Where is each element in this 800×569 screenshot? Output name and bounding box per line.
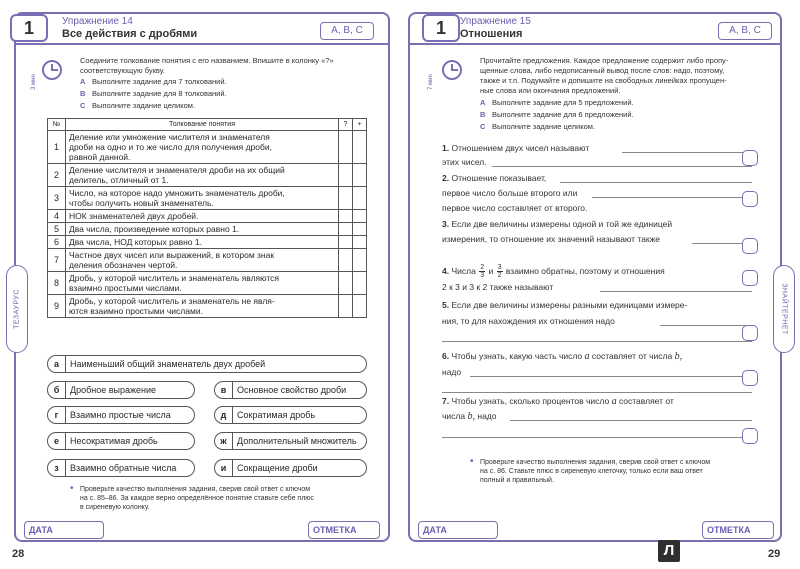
answer-cell[interactable] (339, 272, 353, 295)
term-option (47, 459, 195, 477)
col-header-num: № (48, 119, 66, 131)
table-row (48, 236, 367, 249)
note-line: на с. 86. Ставьте плюс в сиреневую клеточку, только если ваш ответ (480, 468, 703, 475)
answer-cell[interactable] (339, 223, 353, 236)
table-row (48, 131, 367, 164)
option-letter: C (480, 122, 486, 131)
row-definition (66, 272, 339, 295)
q7-number: 7. (442, 396, 450, 406)
option-b (480, 110, 634, 119)
q5-check-box[interactable] (742, 325, 758, 341)
plus-cell[interactable] (353, 295, 367, 318)
table-row (48, 295, 367, 318)
row-number: 3 (48, 187, 66, 210)
definition-line: НОК знаменателей двух дробей. (69, 211, 199, 221)
levels-badge: А, В, С (320, 22, 374, 40)
plus-cell[interactable] (353, 131, 367, 164)
option-text: Выполните задание для 5 предложений. (492, 98, 634, 107)
variable-b: b, (467, 411, 475, 422)
section-number: 1 (10, 14, 48, 42)
row-number: 8 (48, 272, 66, 295)
q2-line2: первое число больше второго или (442, 188, 578, 198)
exercise-subtitle: Все действия с дробями (62, 28, 198, 40)
q4-line1 (442, 264, 665, 279)
term-letter: в (215, 382, 233, 398)
q7-answer-line2[interactable] (442, 437, 752, 438)
plus-cell[interactable] (353, 249, 367, 272)
time-label: 3 мин (31, 74, 37, 90)
definition-line: ются взаимно простыми числами. (69, 306, 203, 316)
fraction-two-thirds (479, 264, 485, 279)
plus-cell[interactable] (353, 187, 367, 210)
definition-line: Дробь, у которой числитель и знаменатель являются (69, 273, 279, 283)
term-option (47, 381, 195, 399)
instruction-line: Прочитайте предложения. Каждое предложение содержит либо пропу- (480, 56, 729, 65)
term-letter: ж (215, 433, 233, 449)
note-line: на с. 85–86. За каждое верно определённое понятие ставьте себе плюс (80, 495, 315, 502)
date-label: ДАТА (29, 525, 53, 535)
note-line: в сиреневую колонку. (80, 504, 150, 511)
table-row (48, 164, 367, 187)
term-option (214, 381, 367, 399)
header-divider (14, 43, 390, 45)
fraction-three-halves (497, 264, 503, 279)
q7-answer-line[interactable] (510, 420, 752, 421)
definition-line: Деление числителя и знаменателя дроби на их общий (69, 165, 285, 175)
option-text: Выполните задание для 7 толкований. (92, 77, 227, 86)
row-definition (66, 131, 339, 164)
plus-cell[interactable] (353, 272, 367, 295)
bullet-dot: • (470, 456, 474, 467)
definition-line: взаимно простыми числами. (69, 283, 182, 293)
q3-check-box[interactable] (742, 238, 758, 254)
q7-check-box[interactable] (742, 428, 758, 444)
plus-cell[interactable] (353, 210, 367, 223)
row-number: 7 (48, 249, 66, 272)
q1-line2: этих чисел. (442, 157, 487, 167)
fraction-numerator: 3 (497, 264, 502, 271)
term-option (47, 406, 195, 424)
answer-cell[interactable] (339, 187, 353, 210)
definition-line: дроби на одно и то же число для получения дроби, (69, 142, 272, 152)
instruction-line: соответствующую букву. (80, 66, 165, 75)
q5-answer-line[interactable] (660, 325, 752, 326)
q4-answer-line[interactable] (600, 291, 752, 292)
definition-line: Дробь, у которой числитель и знаменатель не явля- (69, 296, 275, 306)
q2-text: Отношение показывает, (451, 173, 547, 183)
definition-line: Число, на которое надо умножить знаменатель дроби, (69, 188, 285, 198)
term-text: Взаимно простые числа (70, 410, 171, 420)
side-tab-internet (773, 265, 795, 353)
exercise-title: Упражнение 14 (62, 16, 133, 27)
definition-line: деления обозначен чертой. (69, 260, 178, 270)
instruction-line: также и т.п. Подумайте и допишите на свободных линейках пропущен- (480, 76, 727, 85)
table-row (48, 249, 367, 272)
option-c (80, 101, 195, 110)
instruction-line: щенные слова, либо недописанный вывод после слов: надо, поэтому, (480, 66, 725, 75)
q6-answer-line[interactable] (470, 376, 752, 377)
option-a (80, 77, 227, 86)
option-letter: B (80, 89, 86, 98)
term-option (47, 355, 367, 373)
side-tab-label: ЗНАЙТЕРНЕТ (780, 283, 788, 335)
q4-line2: 2 к 3 и 3 к 2 также называют (442, 282, 554, 292)
term-letter: б (48, 382, 66, 398)
q6-text: Чтобы узнать, какую часть число (451, 351, 583, 361)
instruction (480, 56, 770, 96)
option-text: Выполните задание целиком. (492, 122, 595, 131)
q7-text: Чтобы узнать, сколько процентов число (451, 396, 610, 406)
option-text: Выполните задание для 6 предложений. (492, 110, 634, 119)
row-number: 4 (48, 210, 66, 223)
q3-line2: измерения, то отношение их значений называют также (442, 234, 661, 244)
option-letter: B (480, 110, 486, 119)
term-text: Взаимно обратные числа (70, 463, 177, 473)
bullet-dot: • (70, 483, 74, 494)
term-letter: и (215, 460, 233, 476)
table-row (48, 272, 367, 295)
plus-cell[interactable] (353, 223, 367, 236)
side-tab-label: ТЕЗАУРУС (13, 289, 21, 329)
q4-text-continued: взаимно обратны, поэтому и отношения (505, 265, 665, 276)
q6-answer-line2[interactable] (442, 392, 752, 393)
publisher-logo: Л (658, 540, 680, 562)
term-text: Дробное выражение (70, 385, 157, 395)
q5-line2: ния, то для нахождения их отношения надо (442, 316, 615, 326)
plus-cell[interactable] (353, 236, 367, 249)
term-option (214, 432, 367, 450)
option-text: Выполните задание для 8 толкований. (92, 89, 227, 98)
q1-line1 (442, 143, 589, 154)
q4-check-box[interactable] (742, 270, 758, 286)
q2-answer-line2[interactable] (592, 197, 752, 198)
variable-b: b, (674, 351, 683, 362)
q4-conjunction: и (488, 265, 494, 276)
note-line: Проверьте качество выполнения задания, сверив свой ответ с ключом (80, 486, 311, 493)
q3-number: 3. (442, 219, 450, 229)
term-text: Наименьший общий знаменатель двух дробей (70, 359, 266, 369)
col-header-answer: ? (339, 119, 353, 131)
check-note (470, 456, 770, 485)
page-number: 29 (768, 548, 781, 560)
row-number: 9 (48, 295, 66, 318)
q7-line1 (442, 396, 674, 407)
q6-line2: надо (442, 367, 462, 377)
header-divider (408, 43, 782, 45)
term-text: Дополнительный множитель (237, 436, 357, 446)
q5-text: Если две величины измерены разными единицами измере- (451, 300, 688, 310)
option-letter: A (480, 98, 486, 107)
q3-text: Если две величины измерены одной и той же единицей (451, 219, 673, 229)
answer-cell[interactable] (339, 210, 353, 223)
mark-label: ОТМЕТКА (313, 525, 357, 535)
mark-label: ОТМЕТКА (707, 525, 751, 535)
instruction (80, 56, 370, 76)
definition-line: чтобы получить новый знаменатель. (69, 198, 214, 208)
definition-line: Частное двух чисел или выражений, в котором знак (69, 250, 275, 260)
term-letter: а (48, 356, 66, 372)
clock-icon (442, 60, 462, 80)
time-label: 7 мин (428, 74, 434, 90)
q7-text-mid: составляет от (618, 396, 674, 406)
table-row (48, 187, 367, 210)
term-text: Несократимая дробь (70, 436, 158, 446)
levels-badge: А, В, С (718, 22, 772, 40)
note-line: полный и правильный. (480, 477, 554, 484)
q2-line3: первое число составляет от второго. (442, 203, 588, 213)
q5-line1 (442, 300, 687, 311)
terms-table (47, 118, 367, 318)
q5-number: 5. (442, 300, 450, 310)
side-tab-thesaurus (6, 265, 28, 353)
instruction-line: Соедините толкование понятия с его названием. Впишите в колонку «?» (80, 56, 334, 65)
q3-line1 (442, 219, 672, 230)
q1-answer-line[interactable] (622, 152, 752, 153)
term-option (47, 432, 195, 450)
term-letter: з (48, 460, 66, 476)
row-definition (66, 210, 339, 223)
row-definition (66, 236, 339, 249)
definition-line: равной данной. (69, 152, 131, 162)
answer-cell[interactable] (339, 295, 353, 318)
term-letter: д (215, 407, 233, 423)
term-letter: г (48, 407, 66, 423)
row-number: 2 (48, 164, 66, 187)
exercise-title: Упражнение 15 (460, 16, 531, 27)
variable-a: a (611, 396, 617, 407)
row-definition (66, 223, 339, 236)
option-text: Выполните задание целиком. (92, 101, 195, 110)
fraction-denominator: 3 (480, 272, 485, 279)
option-letter: A (80, 77, 86, 86)
q6-text-mid: составляет от числа (591, 351, 673, 361)
q1-check-box[interactable] (742, 150, 758, 166)
answer-cell[interactable] (339, 249, 353, 272)
option-a (480, 98, 634, 107)
q6-check-box[interactable] (742, 370, 758, 386)
row-number: 1 (48, 131, 66, 164)
table-row (48, 223, 367, 236)
q6-line1 (442, 351, 682, 362)
row-definition (66, 249, 339, 272)
plus-cell[interactable] (353, 164, 367, 187)
term-text: Сокращение дроби (237, 463, 318, 473)
option-b (80, 89, 227, 98)
term-text: Сократимая дробь (237, 410, 316, 420)
q1-answer-line2[interactable] (492, 166, 752, 167)
q2-number: 2. (442, 173, 450, 183)
table-row (48, 210, 367, 223)
date-label: ДАТА (423, 525, 447, 535)
term-text: Основное свойство дроби (237, 385, 347, 395)
variable-a: a (584, 351, 590, 362)
clock-icon (42, 60, 62, 80)
col-header-plus: + (353, 119, 367, 131)
row-definition (66, 187, 339, 210)
right-page (400, 0, 800, 569)
answer-cell[interactable] (339, 236, 353, 249)
option-letter: C (80, 101, 86, 110)
term-option (214, 406, 367, 424)
page-number: 28 (12, 548, 25, 560)
q4-text: Числа (451, 265, 476, 276)
q1-number: 1. (442, 143, 450, 153)
row-number: 6 (48, 236, 66, 249)
q7-line2 (442, 411, 496, 422)
row-number: 5 (48, 223, 66, 236)
option-c (480, 122, 595, 131)
q5-answer-line2[interactable] (442, 341, 752, 342)
row-definition (66, 164, 339, 187)
definition-line: делитель, отличный от 1. (69, 175, 169, 185)
row-definition (66, 295, 339, 318)
q1-text: Отношением двух чисел называют (451, 143, 590, 153)
answer-cell[interactable] (339, 164, 353, 187)
instruction-line: ные слова или окончания предложений. (480, 86, 621, 95)
section-number: 1 (422, 14, 460, 42)
q2-answer-line[interactable] (560, 182, 752, 183)
col-header-definition: Толкование понятия (66, 119, 339, 131)
exercise-subtitle: Отношения (460, 28, 523, 40)
q2-check-box[interactable] (742, 191, 758, 207)
q7-text-3: надо (477, 411, 497, 421)
q7-text-2: числа (442, 411, 466, 421)
definition-line: Два числа, НОД которых равно 1. (69, 237, 202, 247)
definition-line: Два числа, произведение которых равно 1. (69, 224, 240, 234)
term-letter: е (48, 433, 66, 449)
q2-line1 (442, 173, 546, 184)
answer-cell[interactable] (339, 131, 353, 164)
check-note (70, 483, 370, 512)
q4-number: 4. (442, 265, 450, 276)
note-line: Проверьте качество выполнения задания, сверив свой ответ с ключом (480, 459, 711, 466)
q6-number: 6. (442, 351, 450, 361)
term-option (214, 459, 367, 477)
definition-line: Деление или умножение числителя и знаменателя (69, 132, 270, 142)
fraction-denominator: 2 (497, 272, 502, 279)
fraction-numerator: 2 (480, 264, 485, 271)
